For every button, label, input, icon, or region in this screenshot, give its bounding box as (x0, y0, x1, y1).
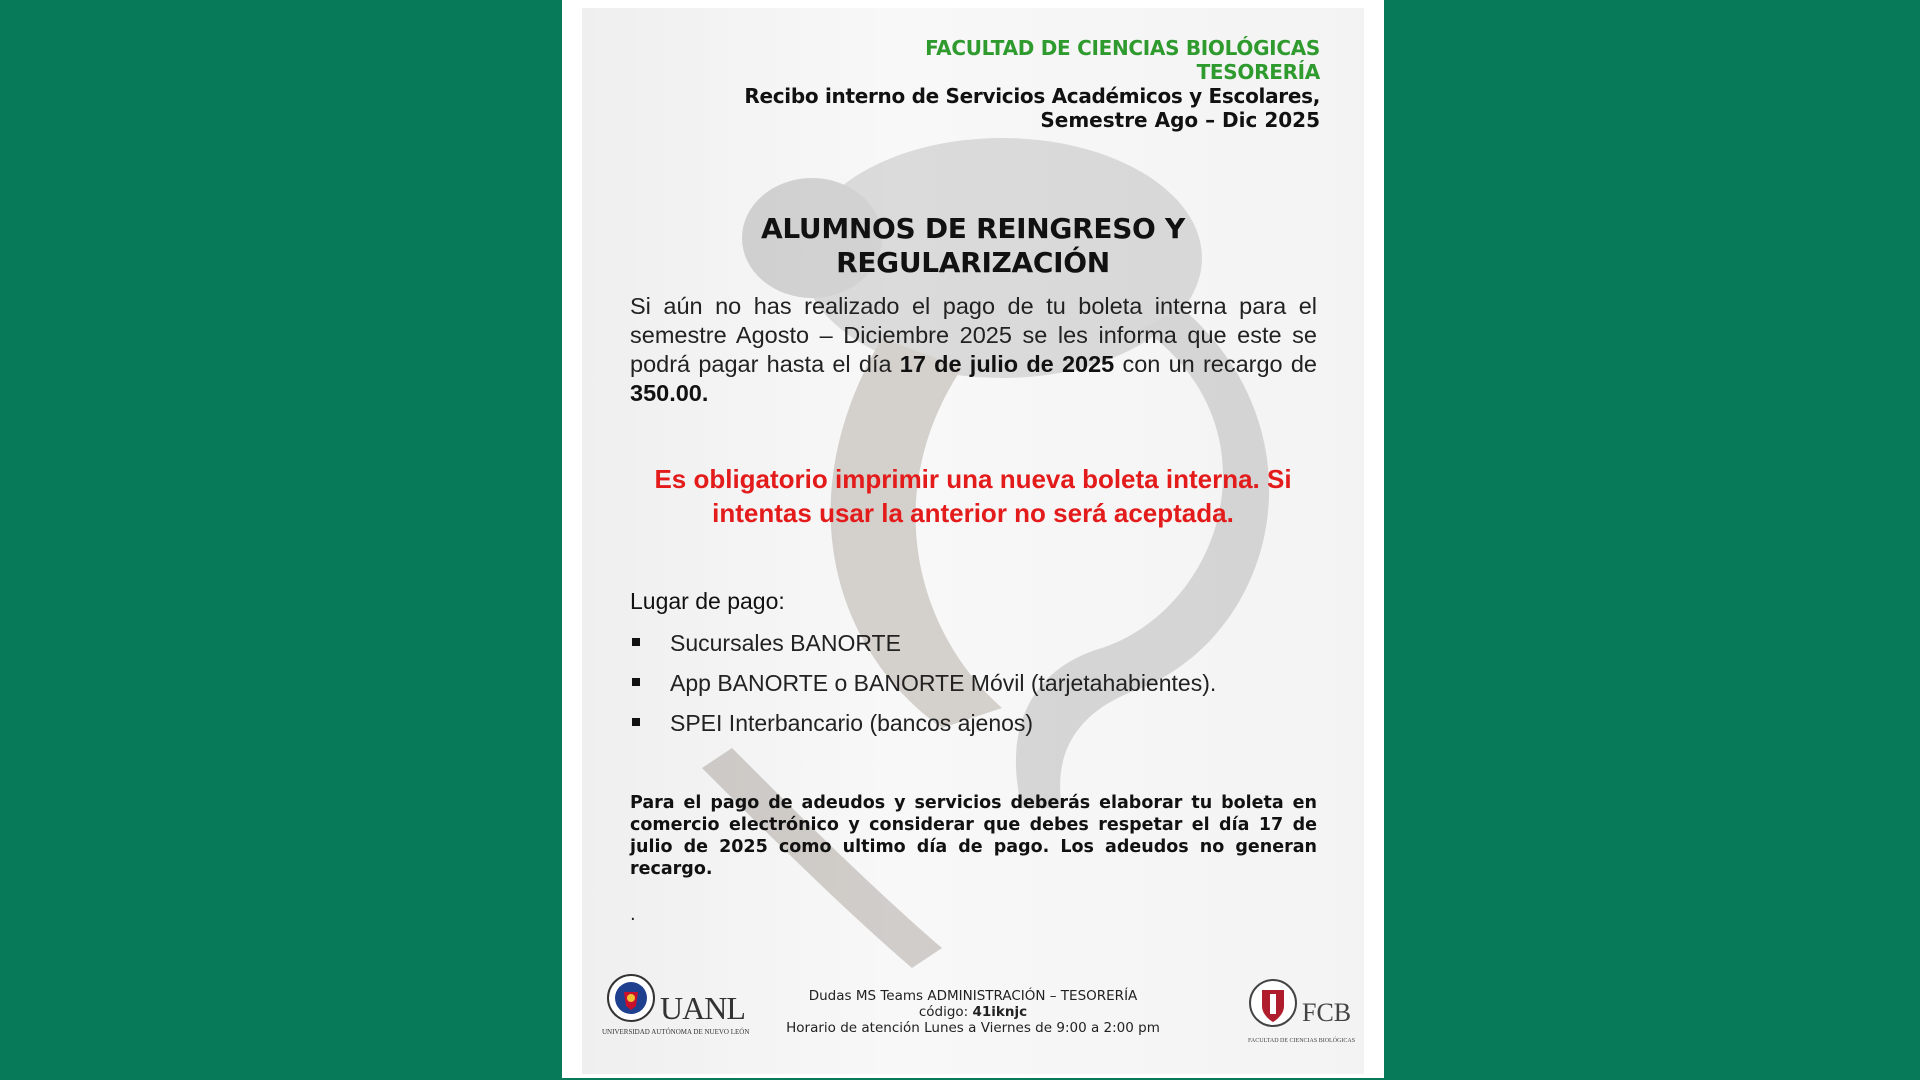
list-item-text: Sucursales BANORTE (670, 630, 901, 656)
warning-line-2: intentas usar la anterior no será aceptada. (712, 498, 1234, 528)
list-item (630, 628, 1216, 668)
uanl-subtitle: UNIVERSIDAD AUTÓNOMA DE NUEVO LEÓN (602, 1028, 750, 1036)
faculty-name: FACULTAD DE CIENCIAS BIOLÓGICAS (925, 36, 1320, 60)
background-lemur-image (582, 8, 1364, 1074)
payment-list (630, 628, 1216, 748)
main-paragraph (630, 292, 1317, 408)
semester-label: Semestre Ago – Dic 2025 (1040, 108, 1320, 132)
header-block (744, 36, 1320, 132)
document-page (562, 0, 1384, 1078)
fcb-subtitle: FACULTAD DE CIENCIAS BIOLÓGICAS (1248, 1038, 1356, 1044)
page-title (582, 212, 1364, 280)
footer-contact (582, 988, 1364, 1036)
list-item (630, 668, 1216, 708)
list-item (630, 708, 1216, 748)
flyer (582, 8, 1364, 1074)
list-item-text: SPEI Interbancario (bancos ajenos) (670, 710, 1034, 736)
warning-line-1: Es obligatorio imprimir una nueva boleta interna. Si (654, 464, 1292, 494)
bullet-square-icon (632, 678, 640, 686)
list-item-text: App BANORTE o BANORTE Móvil (tarjetahabientes). (670, 670, 1217, 696)
surcharge-amount: 350.00. (630, 380, 709, 406)
stray-dot: . (630, 904, 636, 925)
footer-code (582, 1004, 1364, 1020)
bullet-square-icon (632, 718, 640, 726)
payment-heading: Lugar de pago: (630, 588, 785, 614)
footer-hours: Horario de atención Lunes a Viernes de 9:00 a 2:00 pm (786, 1020, 1160, 1036)
fcb-logo (1248, 976, 1360, 1042)
deadline-date: 17 de julio de 2025 (899, 351, 1115, 377)
receipt-title: Recibo interno de Servicios Académicos y Escolares, (744, 84, 1320, 108)
uanl-wordmark: UANL (660, 990, 745, 1026)
department-name: TESORERÍA (1196, 60, 1320, 84)
footer-teams: Dudas MS Teams ADMINISTRACIÓN – TESORERÍA (808, 988, 1138, 1004)
bullet-square-icon (632, 638, 640, 646)
fcb-wordmark: FCB (1302, 998, 1352, 1027)
paragraph-text-1: Si aún no has realizado el pago de tu boleta interna para el semestre Agosto – Diciembre 2025 se les informa que este se podrá pagar hasta el día (630, 293, 1317, 377)
title-line-2: REGULARIZACIÓN (836, 246, 1110, 279)
debt-note: Para el pago de adeudos y servicios deberás elaborar tu boleta en comercio electrónico y considerar que debes respetar el día 17 de julio de 2025 como ultimo día de pago. Los adeudos no generan recargo. (630, 793, 1317, 879)
paragraph-text-2: con un recargo de (1114, 351, 1317, 377)
title-line-1: ALUMNOS DE REINGRESO Y (761, 212, 1185, 245)
code-label: código: (918, 1004, 973, 1020)
warning-message (582, 462, 1364, 530)
fcb-seal-icon (1248, 976, 1298, 1030)
code-value: 41iknjc (972, 1004, 1028, 1020)
